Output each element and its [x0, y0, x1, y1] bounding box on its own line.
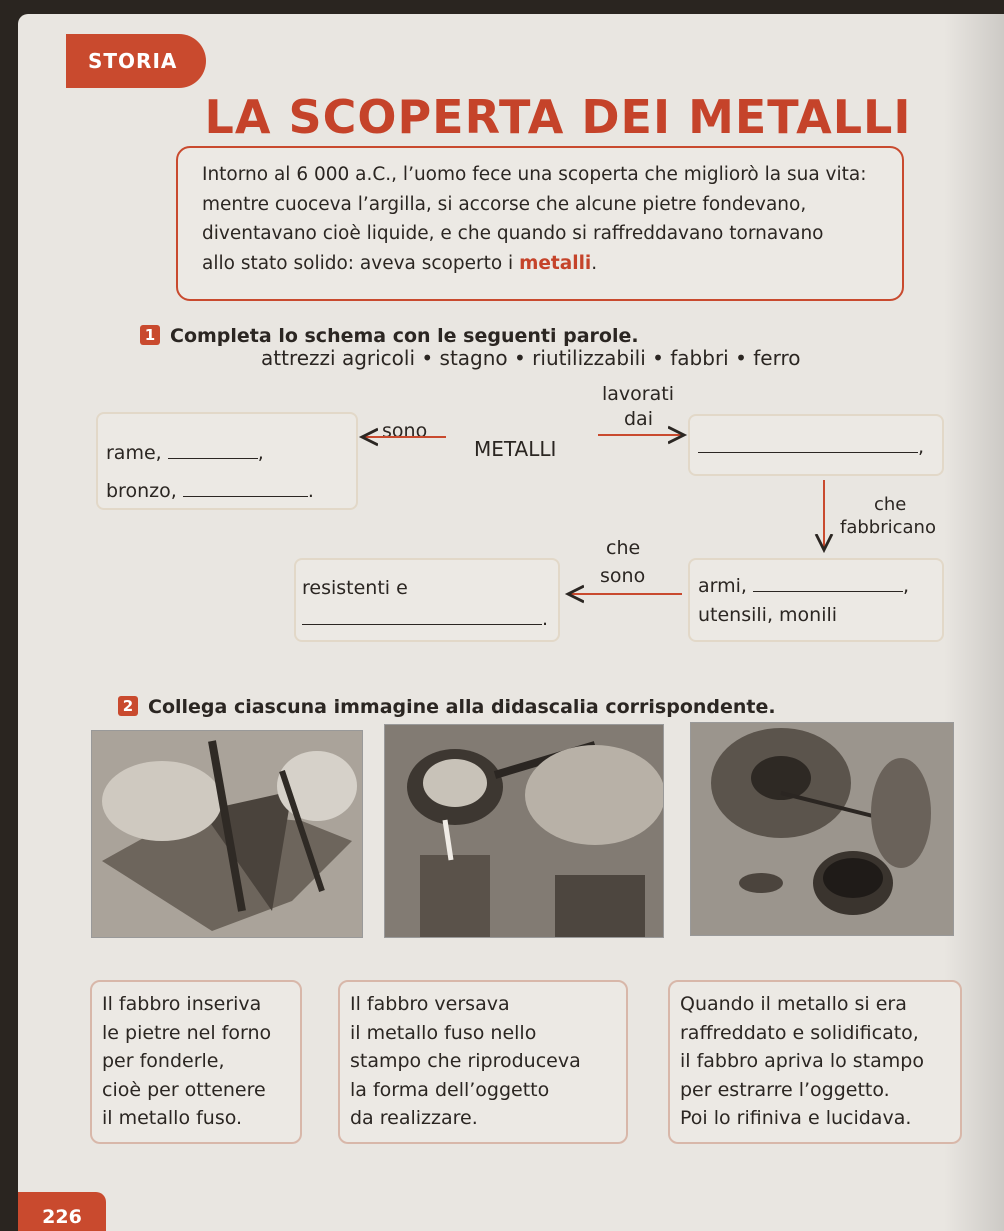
caption-1-line-4: cioè per ottenere — [102, 1078, 266, 1101]
comma-2: , — [918, 436, 925, 458]
image-mold-opening[interactable] — [690, 722, 954, 936]
comma-3: , — [903, 575, 910, 597]
book-page — [18, 14, 1004, 1231]
exercise-2-text: Collega ciascuna immagine alla didascalia corrispondente. — [148, 696, 776, 718]
arrow-label-che-right: che — [874, 494, 907, 515]
caption-2-line-1: Il fabbro versava — [350, 993, 510, 1015]
caption-3-line-2: raffreddato e solidificato, — [680, 1021, 919, 1044]
image-pouring-drawing — [385, 725, 663, 937]
label-armi: armi, — [698, 575, 747, 597]
caption-2-line-2: il metallo fuso nello — [350, 1021, 537, 1044]
label-bronzo: bronzo, — [106, 480, 177, 502]
caption-3-line-3: il fabbro apriva lo stampo — [680, 1050, 924, 1072]
label-rame: rame, — [106, 442, 162, 464]
subject-tab: STORIA — [66, 34, 206, 88]
arrow-label-fabbricano: fabbricano — [840, 517, 936, 538]
center-label-metalli: METALLI — [474, 437, 557, 461]
period-1: . — [307, 480, 314, 502]
scheme-line-utensili: utensili, monili — [698, 604, 838, 626]
caption-2-line-4: la forma dell’oggetto — [350, 1078, 550, 1101]
caption-3-line-1: Quando il metallo si era — [680, 993, 907, 1015]
image-furnace-drawing — [92, 731, 362, 937]
image-pouring[interactable] — [384, 724, 664, 938]
label-resistenti: resistenti e — [302, 577, 408, 599]
intro-line-4-end: . — [591, 252, 598, 274]
caption-3[interactable] — [668, 980, 962, 1144]
intro-keyword: metalli — [519, 252, 592, 274]
intro-line-4-text: allo stato solido: aveva scoperto i — [202, 252, 520, 274]
arrow-label-sono: sono — [382, 420, 428, 442]
arrow-label-lavorati: lavorati — [602, 383, 674, 405]
caption-3-line-5: Poi lo rifiniva e lucidava. — [680, 1107, 912, 1129]
arrow-label-dai: dai — [624, 408, 653, 430]
page-number: 226 — [18, 1192, 106, 1231]
arrow-label-sono-bottom: sono — [600, 565, 646, 587]
exercise-1-text: Completa lo schema con le seguenti parole. — [170, 325, 639, 347]
arrow-label-che-bottom: che — [606, 537, 641, 559]
caption-1-line-1: Il fabbro inseriva — [102, 993, 262, 1015]
caption-1-line-2: le pietre nel forno — [102, 1021, 272, 1044]
comma-1: , — [257, 442, 264, 464]
caption-2-line-5: da realizzare. — [350, 1107, 478, 1129]
exercise-2-instruction — [118, 696, 776, 718]
caption-3-line-4: per estrarre l’oggetto. — [680, 1078, 890, 1101]
page-title: LA SCOPERTA DEI METALLI — [204, 90, 912, 144]
intro-line-3: diventavano cioè liquide, e che quando si raffreddavano tornavano — [202, 223, 824, 244]
exercise-2-number: 2 — [118, 696, 138, 716]
caption-1[interactable] — [90, 980, 302, 1144]
caption-2-line-3: stampo che riproduceva — [350, 1050, 581, 1072]
word-bank: attrezzi agricoli • stagno • riutilizzabili • fabbri • ferro — [261, 346, 801, 370]
intro-line-1: Intorno al 6 000 a.C., l’uomo fece una scoperta che migliorò la sua vita: — [202, 164, 867, 185]
exercise-1-number: 1 — [140, 325, 160, 345]
caption-2[interactable] — [338, 980, 628, 1144]
intro-line-2: mentre cuoceva l’argilla, si accorse che alcune pietre fondevano, — [202, 193, 807, 215]
caption-1-line-5: il metallo fuso. — [102, 1107, 243, 1129]
caption-1-line-3: per fonderle, — [102, 1050, 225, 1072]
scheme-arrows — [18, 14, 1004, 714]
image-mold-drawing — [691, 723, 953, 935]
image-furnace[interactable] — [91, 730, 363, 938]
period-2: . — [542, 608, 549, 630]
